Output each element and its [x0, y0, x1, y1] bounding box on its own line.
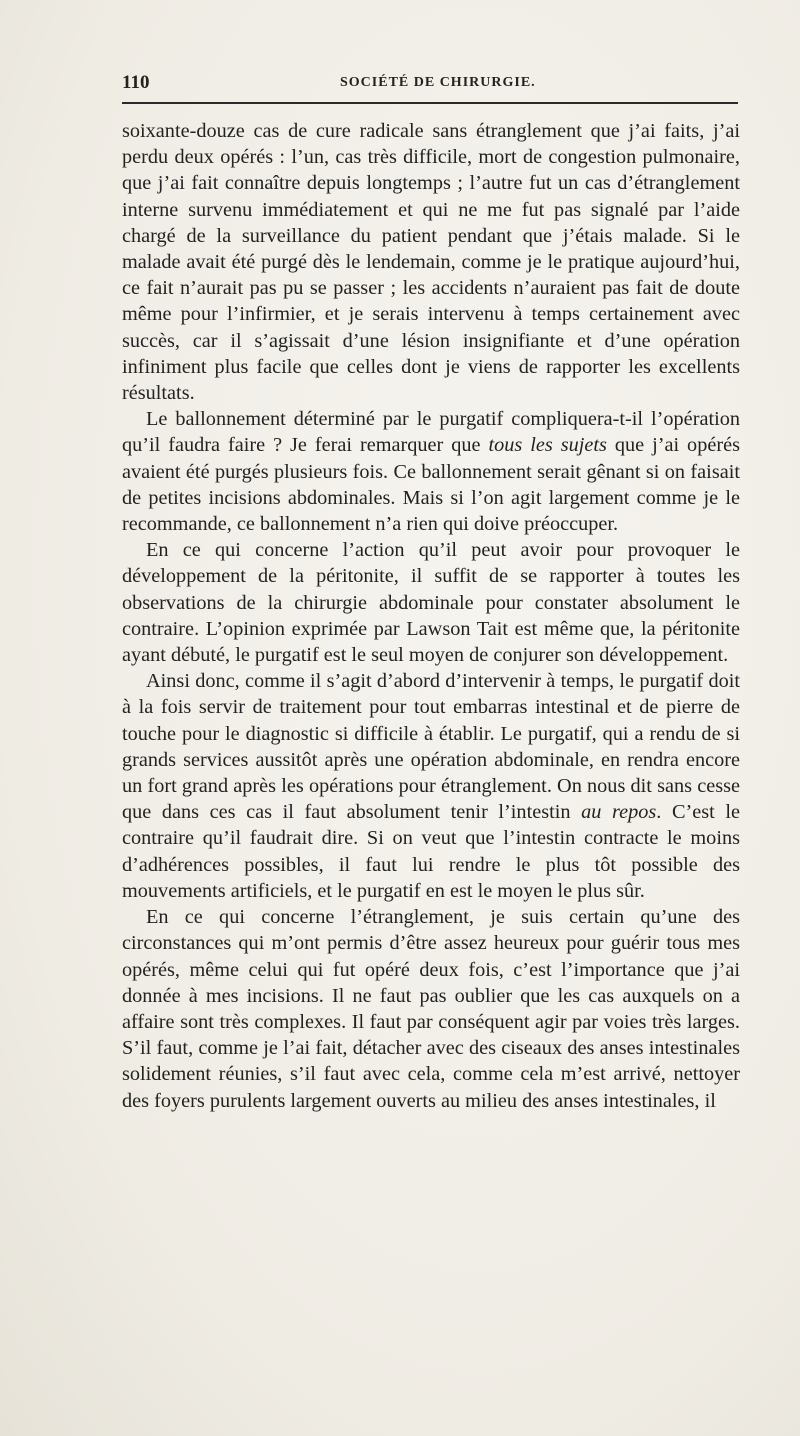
paragraph-4-emphasis: au repos	[581, 801, 657, 824]
paragraph-5-text: En ce qui concerne l’étranglement, je suis certain qu’une des circonstances qui m’ont permis d’être assez heureux pour guérir tous mes opérés, même celui qui fut opéré deux fois, c’est l’importance que j’ai donnée à mes incisions. Il ne faut pas oublier que les cas auxquels on a affaire sont très complexes. Il faut par conséquent agir par voies très larges. S’il faut, comme je l’ai fait, détacher avec des ciseaux des anses intestinales solidement réunies, s’il faut avec cela, comme cela m’est arrivé, nettoyer des foyers purulents largement ouverts au milieu des anses intestinales, il	[122, 906, 740, 1112]
paragraph-4-after: . C’est le contraire qu’il faudrait dire. Si on veut que l’intestin contracte le moins d’adhérences possibles, il faut lui rendre le plus tôt possible des mouvements artificiels, et le purgatif en est le moyen le plus sûr.	[122, 801, 740, 902]
paragraph-2-after: que j’ai opérés avaient été purgés plusieurs fois. Ce ballonnement serait gênant si on faisait de petites incisions abdominales. Mais si l’on agit largement comme je le recommande, ce ballonnement n’a rien qui doive préoccuper.	[122, 434, 740, 536]
page-number: 110	[122, 72, 150, 93]
body-text	[122, 118, 740, 1114]
paragraph-3	[122, 537, 740, 668]
page-header	[122, 72, 738, 96]
paragraph-2	[122, 406, 740, 537]
header-rule	[122, 102, 738, 104]
paragraph-1-text: soixante-douze cas de cure radicale sans étranglement que j’ai faits, j’ai perdu deux opérés : l’un, cas très difficile, mort de congestion pulmonaire, que j’ai fait connaître depuis longtemps ; l’autre fut un cas d’étranglement interne survenu immédiatement et qui ne me fut pas signalé par l’aide chargé de la surveillance du patient pendant que j’étais malade. Si le malade avait été purgé dès le lendemain, comme je le pratique aujourd’hui, ce fait n’aurait pas pu se passer ; les accidents n’auraient pas fait de doute même pour l’infirmier, et je serais intervenu à temps certainement avec succès, car il s’agissait d’une lésion insignifiante et d’une opération infiniment plus facile que celles dont je viens de rapporter les excellents résultats.	[122, 120, 740, 405]
paragraph-4	[122, 668, 740, 904]
paragraph-1	[122, 118, 740, 406]
running-title: SOCIÉTÉ DE CHIRURGIE.	[340, 75, 536, 90]
paragraph-5	[122, 904, 740, 1114]
paragraph-3-text: En ce qui concerne l’action qu’il peut avoir pour provoquer le développement de la péritonite, il suffit de se rapporter à toutes les observations de la chirurgie abdominale pour constater absolument le contraire. L’opinion exprimée par Lawson Tait est même que, la péritonite ayant débuté, le purgatif est le seul moyen de conjurer son développement.	[122, 539, 740, 667]
paragraph-2-before: Le ballonnement déterminé par le purgatif compliquera-t-il l’opération qu’il faudra faire ? Je ferai remarquer que	[122, 408, 740, 457]
paragraph-2-emphasis: tous les sujets	[488, 434, 607, 457]
paragraph-4-before: Ainsi donc, comme il s’agit d’abord d’intervenir à temps, le purgatif doit à la fois servir de traitement pour tout embarras intestinal et de pierre de touche pour le diagnostic si difficile à établir. Le purgatif, qui a rendu de si grands services aussitôt après une opération abdominale, en rendra encore un fort grand après les opérations pour étranglement. On nous dit sans cesse que dans ces cas il faut absolument tenir l’intestin	[122, 670, 740, 824]
